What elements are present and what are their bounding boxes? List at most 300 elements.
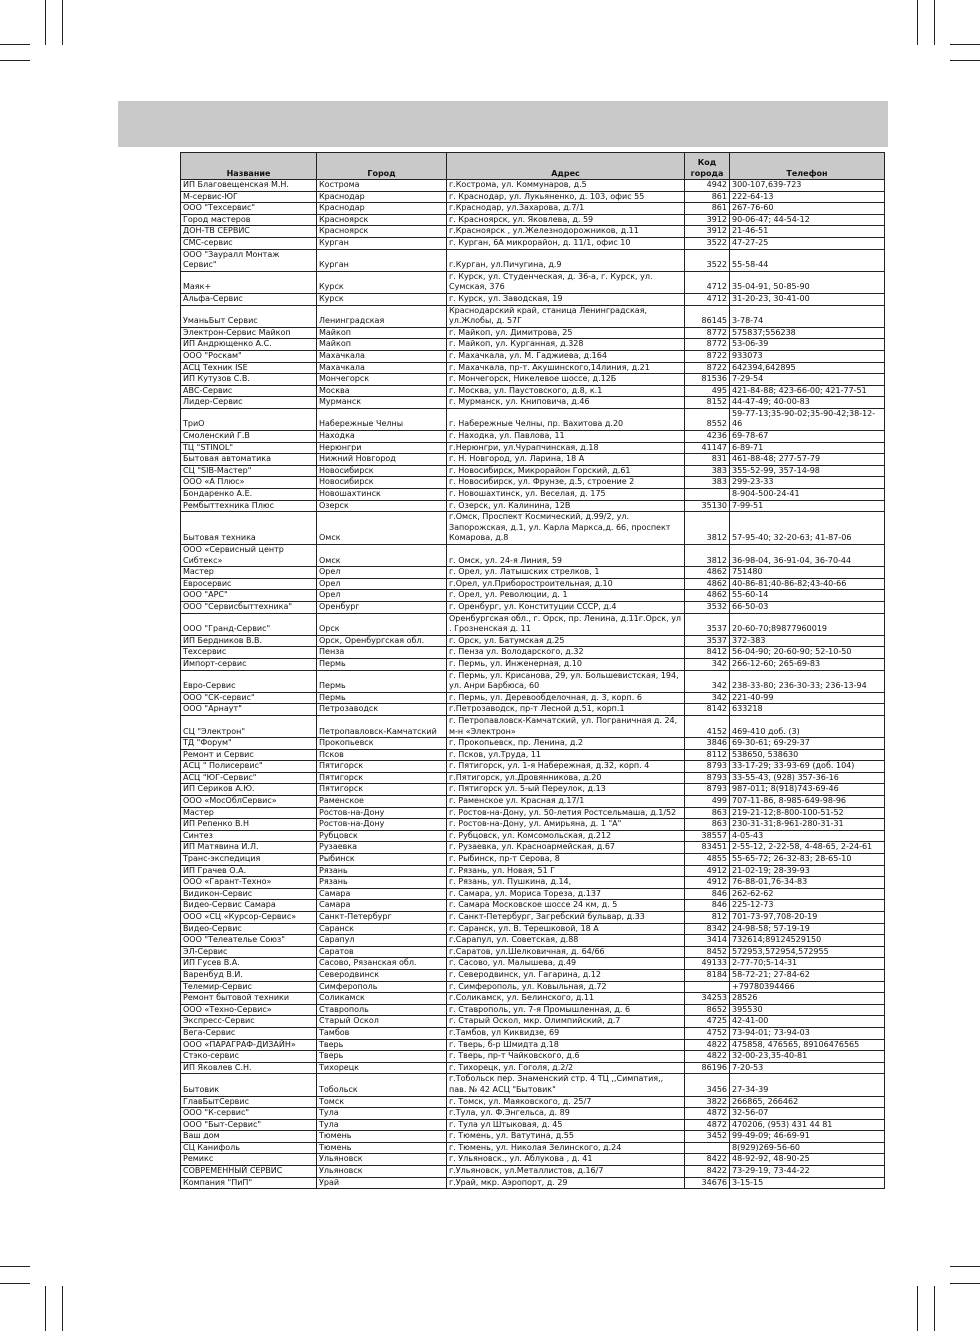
- cell-phone: 32-00-23,35-40-81: [730, 1051, 885, 1063]
- cell-phone: 53-06-39: [730, 339, 885, 351]
- crop-mark: [0, 1283, 30, 1284]
- crop-mark: [45, 1286, 46, 1331]
- cell-city: Томск: [317, 1096, 447, 1108]
- cell-address: г. Ставрополь, ул. 7-я Промышленная, д. 6: [447, 1004, 685, 1016]
- cell-city: Курск: [317, 271, 447, 293]
- cell-city: Тюмень: [317, 1131, 447, 1143]
- cell-address: г. Орск, ул. Батумская д.25: [447, 635, 685, 647]
- cell-address: г.Тобольск пер. Знаменский стр. 4 ТЦ ,,Симпатия,, пав. № 42 АСЦ "Бытовик": [447, 1074, 685, 1096]
- cell-city: Новошахтинск: [317, 489, 447, 501]
- cell-code: 8793: [685, 772, 730, 784]
- cell-name: Стэко-сервис: [181, 1051, 317, 1063]
- cell-address: г. Санкт-Петербург, Загребский бульвар, д.33: [447, 912, 685, 924]
- cell-name: Ремонт бытовой техники: [181, 993, 317, 1005]
- cell-phone: 7-99-51: [730, 500, 885, 512]
- table-row: [181, 249, 885, 271]
- table-row: [181, 749, 885, 761]
- table-row: [181, 1062, 885, 1074]
- table-row: [181, 385, 885, 397]
- table-row: [181, 958, 885, 970]
- cell-code: 3812: [685, 545, 730, 567]
- cell-phone: 642394,642895: [730, 362, 885, 374]
- cell-city: Краснодар: [317, 191, 447, 203]
- cell-code: 4912: [685, 877, 730, 889]
- cell-code: 8184: [685, 969, 730, 981]
- cell-city: Рыбинск: [317, 854, 447, 866]
- cell-name: Смоленский Г.В: [181, 431, 317, 443]
- cell-address: г. Саранск, ул. В. Терешковой, 18 А: [447, 923, 685, 935]
- cell-code: 4725: [685, 1016, 730, 1028]
- cell-code: [685, 489, 730, 501]
- table-row: [181, 431, 885, 443]
- cell-code: 3912: [685, 214, 730, 226]
- table-row: [181, 590, 885, 602]
- table-row: [181, 601, 885, 613]
- cell-city: Рязань: [317, 877, 447, 889]
- cell-phone: 222-64-13: [730, 191, 885, 203]
- cell-address: г.Петрозаводск, пр-т Лесной д.51, корп.1: [447, 704, 685, 716]
- cell-city: Сарапул: [317, 935, 447, 947]
- table-row: [181, 397, 885, 409]
- cell-address: г. Раменское ул. Красная д.17/1: [447, 796, 685, 808]
- cell-address: г. Набережные Челны, пр. Вахитова д.20: [447, 408, 685, 430]
- cell-name: Альфа-Сервис: [181, 293, 317, 305]
- cell-code: 3532: [685, 601, 730, 613]
- cell-code: 3537: [685, 635, 730, 647]
- cell-address: г. Пятигорск, ул. 1-я Набережная, д.32, корп. 4: [447, 761, 685, 773]
- cell-phone: 21-46-51: [730, 226, 885, 238]
- cell-code: 499: [685, 796, 730, 808]
- cell-city: Пятигорск: [317, 761, 447, 773]
- cell-phone: 299-23-33: [730, 477, 885, 489]
- cell-phone: 21-02-19; 28-39-93: [730, 865, 885, 877]
- table-row: [181, 912, 885, 924]
- table-row: [181, 1051, 885, 1063]
- table-row: [181, 761, 885, 773]
- cell-code: 4822: [685, 1039, 730, 1051]
- cell-phone: 73-94-01; 73-94-03: [730, 1027, 885, 1039]
- table-row: [181, 1154, 885, 1166]
- cell-phone: 24-98-58; 57-19-19: [730, 923, 885, 935]
- table-row: [181, 1004, 885, 1016]
- cell-phone: 59-77-13;35-90-02;35-90-42;38-12-46: [730, 408, 885, 430]
- table-row: [181, 512, 885, 545]
- cell-city: Ульяновск: [317, 1166, 447, 1178]
- cell-name: Бондаренко А.Е.: [181, 489, 317, 501]
- cell-address: г. Пермь, ул. Инженерная, д.10: [447, 658, 685, 670]
- cell-phone: 69-78-67: [730, 431, 885, 443]
- cell-phone: 470206, (953) 431 44 81: [730, 1119, 885, 1131]
- cell-name: Рембыттехника Плюс: [181, 500, 317, 512]
- cell-phone: 421-84-88; 423-66-00; 421-77-51: [730, 385, 885, 397]
- cell-address: г. Новошахтинск, ул. Веселая, д. 175: [447, 489, 685, 501]
- table-row: [181, 203, 885, 215]
- table-row: [181, 715, 885, 737]
- cell-city: Новосибирск: [317, 465, 447, 477]
- cell-city: Орел: [317, 578, 447, 590]
- cell-code: 3822: [685, 1096, 730, 1108]
- cell-address: г. Майкоп, ул. Димитрова, 25: [447, 327, 685, 339]
- cell-code: 342: [685, 658, 730, 670]
- cell-city: Северодвинск: [317, 969, 447, 981]
- cell-phone: 27-34-39: [730, 1074, 885, 1096]
- cell-city: Соликамск: [317, 993, 447, 1005]
- cell-code: 49133: [685, 958, 730, 970]
- table-row: [181, 969, 885, 981]
- cell-address: г.Курган, ул.Пичугина, д.9: [447, 249, 685, 271]
- cell-name: ООО "АРС": [181, 590, 317, 602]
- cell-code: 342: [685, 692, 730, 704]
- cell-city: Майкоп: [317, 327, 447, 339]
- cell-city: Ростов-на-Дону: [317, 819, 447, 831]
- cell-name: Видео-Сервис Самара: [181, 900, 317, 912]
- cell-code: 35130: [685, 500, 730, 512]
- cell-name: Бытовик: [181, 1074, 317, 1096]
- cell-name: Евро-Сервис: [181, 670, 317, 692]
- cell-name: ООО "Быт-Сервис": [181, 1119, 317, 1131]
- cell-name: Импорт-сервис: [181, 658, 317, 670]
- cell-name: ТД "Форум": [181, 738, 317, 750]
- cell-address: г. Петропавловск-Камчатский, ул. Пограничная д. 24, м-н «Электрон»: [447, 715, 685, 737]
- cell-code: 3522: [685, 249, 730, 271]
- table-row: [181, 1131, 885, 1143]
- cell-address: г.Ульяновск, ул.Металлистов, д.16/7: [447, 1166, 685, 1178]
- table-row: [181, 738, 885, 750]
- cell-name: СЦ Канифоль: [181, 1142, 317, 1154]
- table-row: [181, 1166, 885, 1178]
- cell-code: 812: [685, 912, 730, 924]
- cell-code: 8142: [685, 704, 730, 716]
- cell-address: г. Мурманск, ул. Книповича, д.46: [447, 397, 685, 409]
- cell-address: г. Симферополь, ул. Ковыльная, д.72: [447, 981, 685, 993]
- cell-name: ИП Благовещенская М.Н.: [181, 180, 317, 192]
- table-row: [181, 1027, 885, 1039]
- cell-code: 861: [685, 203, 730, 215]
- cell-code: 8112: [685, 749, 730, 761]
- cell-city: Псков: [317, 749, 447, 761]
- cell-name: Бытовая автоматика: [181, 454, 317, 466]
- cell-address: г. Пенза ул. Володарского, д.32: [447, 647, 685, 659]
- cell-address: г.Тула, ул. Ф.Энгельса, д. 89: [447, 1108, 685, 1120]
- cell-city: Петропавловск-Камчатский: [317, 715, 447, 737]
- cell-code: 4712: [685, 293, 730, 305]
- cell-name: АСЦ "ЮГ-Сервис": [181, 772, 317, 784]
- cell-code: 4236: [685, 431, 730, 443]
- cell-code: 86196: [685, 1062, 730, 1074]
- cell-phone: 7-29-54: [730, 374, 885, 386]
- table-row: [181, 796, 885, 808]
- cell-code: 83451: [685, 842, 730, 854]
- cell-name: ДОН-ТВ СЕРВИС: [181, 226, 317, 238]
- table-row: [181, 226, 885, 238]
- cell-address: г. Курск, ул. Заводская, 19: [447, 293, 685, 305]
- cell-name: ООО "Сервисбыттехника": [181, 601, 317, 613]
- cell-name: ИП Сериков А.Ю.: [181, 784, 317, 796]
- crop-mark: [62, 1286, 63, 1331]
- cell-city: Саратов: [317, 946, 447, 958]
- table-row: [181, 670, 885, 692]
- cell-name: ООО "Техсервис": [181, 203, 317, 215]
- cell-code: 8452: [685, 946, 730, 958]
- header-address: Адрес: [447, 153, 685, 180]
- crop-mark: [917, 0, 918, 45]
- cell-address: г. Москва, ул. Паустовского, д.8, к.1: [447, 385, 685, 397]
- table-row: [181, 877, 885, 889]
- cell-name: Компания "ПиП": [181, 1177, 317, 1189]
- cell-code: 846: [685, 888, 730, 900]
- cell-address: г. Озерск, ул. Калинина, 12В: [447, 500, 685, 512]
- cell-address: г. Курган, 6А микрорайон, д. 11/1, офис 10: [447, 237, 685, 249]
- cell-city: Нерюнгри: [317, 442, 447, 454]
- table-row: [181, 865, 885, 877]
- cell-name: ИП Яковлев С.Н.: [181, 1062, 317, 1074]
- cell-city: Самара: [317, 900, 447, 912]
- cell-name: ГлавБытСервис: [181, 1096, 317, 1108]
- cell-city: Петрозаводск: [317, 704, 447, 716]
- table-row: [181, 327, 885, 339]
- cell-city: Кострома: [317, 180, 447, 192]
- cell-address: г.Орел, ул.Приборостроительная, д.10: [447, 578, 685, 590]
- crop-mark: [0, 1266, 30, 1267]
- cell-address: Оренбургская обл., г. Орск, пр. Ленина, д.11г.Орск, ул . Грозненская д. 11: [447, 613, 685, 635]
- table-row: [181, 1177, 885, 1189]
- cell-city: Санкт-Петербург: [317, 912, 447, 924]
- table-row: [181, 477, 885, 489]
- crop-mark: [62, 0, 63, 45]
- cell-address: Краснодарский край, станица Ленинградская, ул.Жлобы, д. 57Г: [447, 305, 685, 327]
- cell-code: 3812: [685, 512, 730, 545]
- cell-phone: 56-04-90; 20-60-90; 52-10-50: [730, 647, 885, 659]
- cell-address: г. Северодвинск, ул. Гагарина, д.12: [447, 969, 685, 981]
- cell-city: Пермь: [317, 670, 447, 692]
- cell-address: г. Орел, ул. Латышских стрелков, 1: [447, 567, 685, 579]
- cell-address: г. Омск, ул. 24-я Линия, 59: [447, 545, 685, 567]
- cell-name: ИП Бердников В.В.: [181, 635, 317, 647]
- cell-address: г.Пятигорск, ул.Дровянникова, д.20: [447, 772, 685, 784]
- cell-city: Новосибирск: [317, 477, 447, 489]
- cell-address: г. Орел, ул. Революции, д. 1: [447, 590, 685, 602]
- table-row: [181, 1108, 885, 1120]
- cell-name: АВС-Сервис: [181, 385, 317, 397]
- cell-phone: 707-11-86, 8-985-649-98-96: [730, 796, 885, 808]
- cell-address: г. Н. Новгород, ул. Ларина, 18 А: [447, 454, 685, 466]
- cell-name: ООО «Сервисный центр Сибтекс»: [181, 545, 317, 567]
- cell-code: 8793: [685, 761, 730, 773]
- cell-city: Тула: [317, 1119, 447, 1131]
- cell-code: 3456: [685, 1074, 730, 1096]
- crop-mark: [950, 60, 980, 61]
- cell-code: 4822: [685, 1051, 730, 1063]
- cell-name: ТЦ "STINOL": [181, 442, 317, 454]
- cell-address: г.Нерюнгри, ул.Чурапчинская, д.18: [447, 442, 685, 454]
- header-city: Город: [317, 153, 447, 180]
- cell-name: ИП Репенко В.Н: [181, 819, 317, 831]
- cell-city: Пенза: [317, 647, 447, 659]
- cell-name: Ремонт и Сервис: [181, 749, 317, 761]
- cell-name: ООО «Техно-Сервис»: [181, 1004, 317, 1016]
- cell-address: г. Самара, ул. Мориса Тореза, д.137: [447, 888, 685, 900]
- cell-city: Набережные Челны: [317, 408, 447, 430]
- table-row: [181, 772, 885, 784]
- cell-name: ТриО: [181, 408, 317, 430]
- cell-address: г. Рыбинск, пр-т Серова, 8: [447, 854, 685, 866]
- cell-phone: 395530: [730, 1004, 885, 1016]
- cell-phone: 372-383: [730, 635, 885, 647]
- cell-city: Мончегорск: [317, 374, 447, 386]
- cell-phone: 732614;89124529150: [730, 935, 885, 947]
- cell-name: М-сервис-ЮГ: [181, 191, 317, 203]
- cell-phone: 461-88-48; 277-57-79: [730, 454, 885, 466]
- cell-phone: 28526: [730, 993, 885, 1005]
- cell-code: 495: [685, 385, 730, 397]
- cell-address: г. Ростов-на-Дону, ул. 50-летия Ростсельмаша, д.1/52: [447, 807, 685, 819]
- cell-city: Омск: [317, 512, 447, 545]
- cell-city: Тверь: [317, 1039, 447, 1051]
- cell-name: АСЦ Техник ISE: [181, 362, 317, 374]
- crop-mark: [917, 1286, 918, 1331]
- cell-code: 3846: [685, 738, 730, 750]
- cell-name: Мастер: [181, 807, 317, 819]
- cell-code: 4912: [685, 865, 730, 877]
- cell-city: Краснодар: [317, 203, 447, 215]
- table-row: [181, 271, 885, 293]
- table-row: [181, 1039, 885, 1051]
- cell-name: Видео-Сервис: [181, 923, 317, 935]
- cell-city: Оренбург: [317, 601, 447, 613]
- cell-city: Тверь: [317, 1051, 447, 1063]
- cell-address: г. Оренбург, ул. Конституции СССР, д.4: [447, 601, 685, 613]
- cell-name: СОВРЕМЕННЫЙ СЕРВИС: [181, 1166, 317, 1178]
- table-row: [181, 442, 885, 454]
- cell-phone: 73-29-19, 73-44-22: [730, 1166, 885, 1178]
- table-row: [181, 374, 885, 386]
- cell-address: г. Старый Оскол, мкр. Олимпийский, д.7: [447, 1016, 685, 1028]
- cell-city: Симферополь: [317, 981, 447, 993]
- cell-city: Рузаевка: [317, 842, 447, 854]
- cell-phone: 3-78-74: [730, 305, 885, 327]
- cell-code: 342: [685, 670, 730, 692]
- cell-name: ООО «СЦ «Курсор-Сервис»: [181, 912, 317, 924]
- cell-address: г. Тула ул Штыковая, д. 45: [447, 1119, 685, 1131]
- cell-phone: 267-76-60: [730, 203, 885, 215]
- cell-city: Махачкала: [317, 350, 447, 362]
- cell-city: Пятигорск: [317, 784, 447, 796]
- table-row: [181, 692, 885, 704]
- cell-phone: 57-95-40; 32-20-63; 41-87-06: [730, 512, 885, 545]
- cell-address: г. Новосибирск, Микрорайон Горский, д.61: [447, 465, 685, 477]
- cell-phone: 35-04-91, 50-85-90: [730, 271, 885, 293]
- table-row: [181, 567, 885, 579]
- cell-code: 4942: [685, 180, 730, 192]
- cell-code: 831: [685, 454, 730, 466]
- cell-name: Маяк+: [181, 271, 317, 293]
- cell-code: 38557: [685, 830, 730, 842]
- cell-city: Ульяновск: [317, 1154, 447, 1166]
- cell-code: 8342: [685, 923, 730, 935]
- cell-city: Урай: [317, 1177, 447, 1189]
- table-row: [181, 854, 885, 866]
- header-name: Название: [181, 153, 317, 180]
- cell-code: 34253: [685, 993, 730, 1005]
- table-row: [181, 578, 885, 590]
- table-row: [181, 454, 885, 466]
- table-row: [181, 658, 885, 670]
- cell-address: г. Рубцовск, ул. Комсомольская, д.212: [447, 830, 685, 842]
- cell-city: Тамбов: [317, 1027, 447, 1039]
- cell-code: 8772: [685, 339, 730, 351]
- cell-address: г. Ростов-на-Дону, ул. Амирьяна, д. 1 "А": [447, 819, 685, 831]
- cell-address: г.Красноярск , ул.Железнодорожников, д.11: [447, 226, 685, 238]
- cell-phone: 266-12-60; 265-69-83: [730, 658, 885, 670]
- cell-phone: 8-904-500-24-41: [730, 489, 885, 501]
- cell-phone: 572953,572954,572955: [730, 946, 885, 958]
- cell-name: ИП Матявина И.Л.: [181, 842, 317, 854]
- cell-name: Евросервис: [181, 578, 317, 590]
- cell-city: Тобольск: [317, 1074, 447, 1096]
- table-row: [181, 214, 885, 226]
- cell-address: г.Саратов, ул.Шелковичная, д. 64/66: [447, 946, 685, 958]
- cell-phone: 58-72-21; 27-84-62: [730, 969, 885, 981]
- cell-address: г. Краснодар, ул. Лукьяненко, д. 103, офис 55: [447, 191, 685, 203]
- cell-code: 3537: [685, 613, 730, 635]
- cell-code: 8722: [685, 362, 730, 374]
- table-row: [181, 1016, 885, 1028]
- cell-address: г. Пермь, ул. Крисанова, 29, ул. Большевистская, 194, ул. Анри Барбюса, 60: [447, 670, 685, 692]
- cell-code: 4862: [685, 590, 730, 602]
- cell-city: Тихорецк: [317, 1062, 447, 1074]
- table-row: [181, 946, 885, 958]
- cell-city: Курган: [317, 237, 447, 249]
- crop-mark: [934, 0, 935, 45]
- cell-code: 4752: [685, 1027, 730, 1039]
- cell-phone: 3-15-15: [730, 1177, 885, 1189]
- cell-city: Тюмень: [317, 1142, 447, 1154]
- cell-address: г. Махачкала, пр-т. Акушинского,14линия, д.21: [447, 362, 685, 374]
- cell-code: 34676: [685, 1177, 730, 1189]
- cell-name: ООО "СК-сервис": [181, 692, 317, 704]
- cell-phone: 221-40-99: [730, 692, 885, 704]
- cell-phone: 987-011; 8(918)743-69-46: [730, 784, 885, 796]
- cell-city: Орск, Оренбургская обл.: [317, 635, 447, 647]
- cell-name: Варенбуд В.И.: [181, 969, 317, 981]
- cell-address: г. Курск, ул. Студенческая, д. 36-а, г. Курск, ул. Сумская, 376: [447, 271, 685, 293]
- crop-mark: [934, 1286, 935, 1331]
- cell-address: г. Майкоп, ул. Курганная, д.328: [447, 339, 685, 351]
- table-row: [181, 1074, 885, 1096]
- cell-phone: 2-55-12, 2-22-58, 4-48-65, 2-24-61: [730, 842, 885, 854]
- cell-name: СЦ "SIB-Мастер": [181, 465, 317, 477]
- cell-city: Орск: [317, 613, 447, 635]
- crop-mark: [950, 44, 980, 45]
- cell-address: г. Махачкала, ул. М. Гаджиева, д.164: [447, 350, 685, 362]
- crop-mark: [0, 60, 30, 61]
- cell-address: г.Омск, Проспект Космический, д.99/2, ул. Запорожская, д.1, ул. Карла Маркса,д. 66, проспект Комарова, д.8: [447, 512, 685, 545]
- cell-name: Мастер: [181, 567, 317, 579]
- header-band: [118, 101, 888, 147]
- cell-city: Саранск: [317, 923, 447, 935]
- cell-phone: 538650, 538630: [730, 749, 885, 761]
- cell-city: Раменское: [317, 796, 447, 808]
- cell-code: 861: [685, 191, 730, 203]
- cell-phone: 751480: [730, 567, 885, 579]
- table-row: [181, 350, 885, 362]
- cell-city: Нижний Новгород: [317, 454, 447, 466]
- cell-city: Орел: [317, 567, 447, 579]
- service-centers-table: [180, 152, 885, 1189]
- cell-code: 81536: [685, 374, 730, 386]
- cell-code: 4862: [685, 578, 730, 590]
- table-row: [181, 830, 885, 842]
